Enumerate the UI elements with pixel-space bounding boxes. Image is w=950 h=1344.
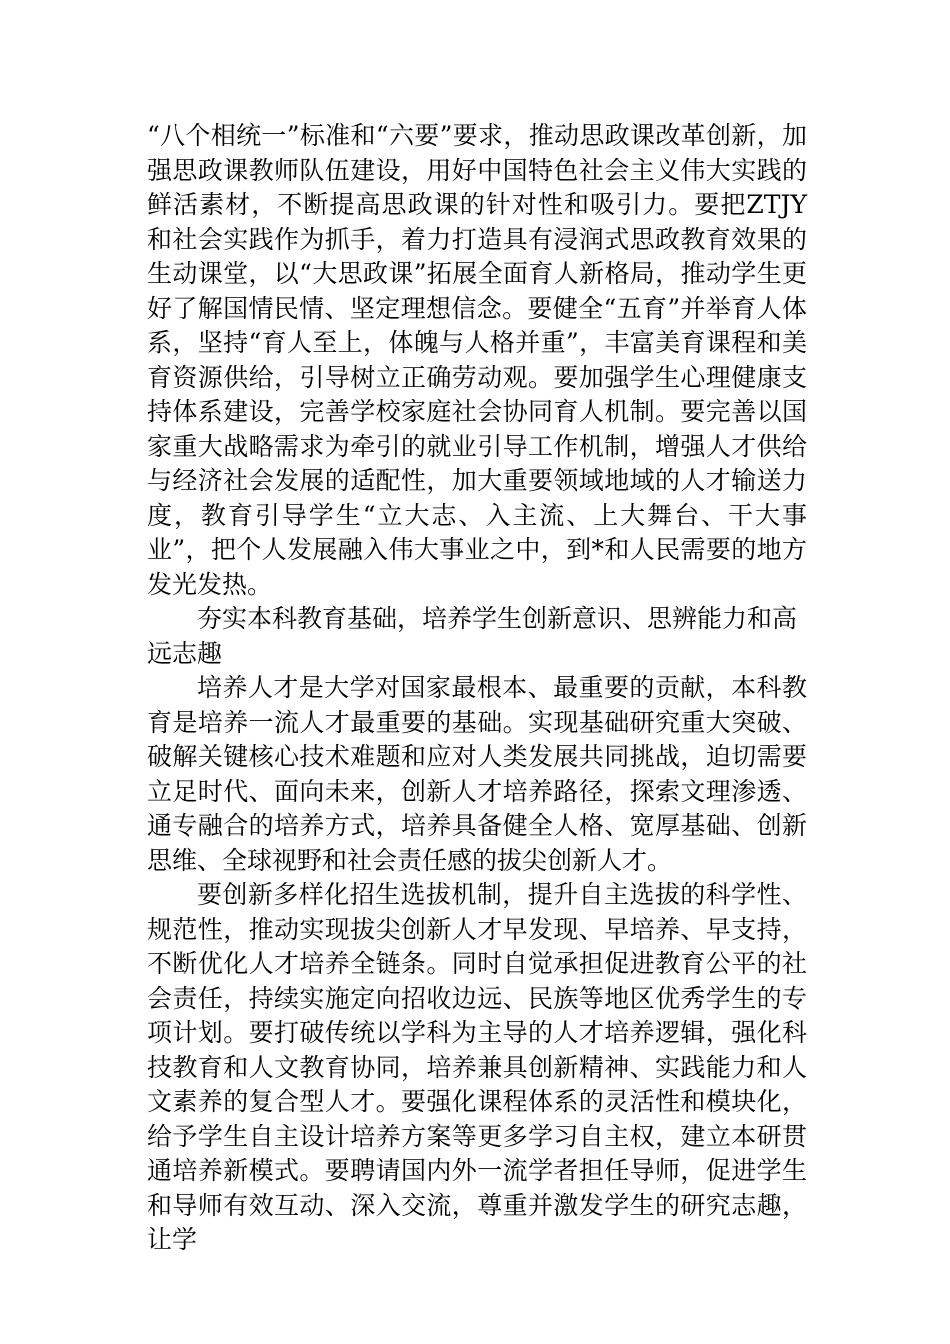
document-page: [147, 119, 807, 1258]
paragraph-talent-cultivation: 培养人才是大学对国家最根本、最重要的贡献，本科教育是培养一流人才最重要的基础。实现基础研究重大突破、破解关键核心技术难题和应对人类发展共同挑战，迫切需要立足时代、面向未来，创新人才培养路径，探索文理渗透、通专融合的培养方式，培养具备健全人格、宽厚基础、创新思维、全球视野和社会责任感的拔尖创新人才。: [147, 673, 807, 875]
paragraph-admission-mechanism: 要创新多样化招生选拔机制，提升自主选拔的科学性、规范性，推动实现拔尖创新人才早发现、早培养、早支持，不断优化人才培养全链条。同时自觉承担促进教育公平的社会责任，持续实施定向招收边远、民族等地区优秀学生的专项计划。要打破传统以学科为主导的人才培养逻辑，强化科技教育和人文教育协同，培养兼具创新精神、实践能力和人文素养的复合型人才。要强化课程体系的灵活性和模块化，给予学生自主设计培养方案等更多学习自主权，建立本研贯通培养新模式。要聘请国内外一流学者担任导师，促进学生和导师有效互动、深入交流，尊重并激发学生的研究志趣，让学: [147, 880, 807, 1254]
section-heading: 夯实本科教育基础，培养学生创新意识、思辨能力和高远志趣: [147, 604, 798, 668]
paragraph-continued: “八个相统一”标准和“六要”要求，推动思政课改革创新，加强思政课教师队伍建设，用好中国特色社会主义伟大实践的鲜活素材，不断提高思政课的针对性和吸引力。要把ZTJY和社会实践作为抓手，着力打造具有浸润式思政教育效果的生动课堂，以“大思政课”拓展全面育人新格局，推动学生更好了解国情民情、坚定理想信念。要健全“五育”并举育人体系，坚持“育人至上，体魄与人格并重”，丰富美育课程和美育资源供给，引导树立正确劳动观。要加强学生心理健康支持体系建设，完善学校家庭社会协同育人机制。要完善以国家重大战略需求为牵引的就业引导工作机制，增强人才供给与经济社会发展的适配性，加大重要领域地域的人才输送力度，教育引导学生“立大志、入主流、上大舞台、干大事业”，把个人发展融入伟大事业之中，到*和人民需要的地方发光发热。: [147, 121, 807, 599]
